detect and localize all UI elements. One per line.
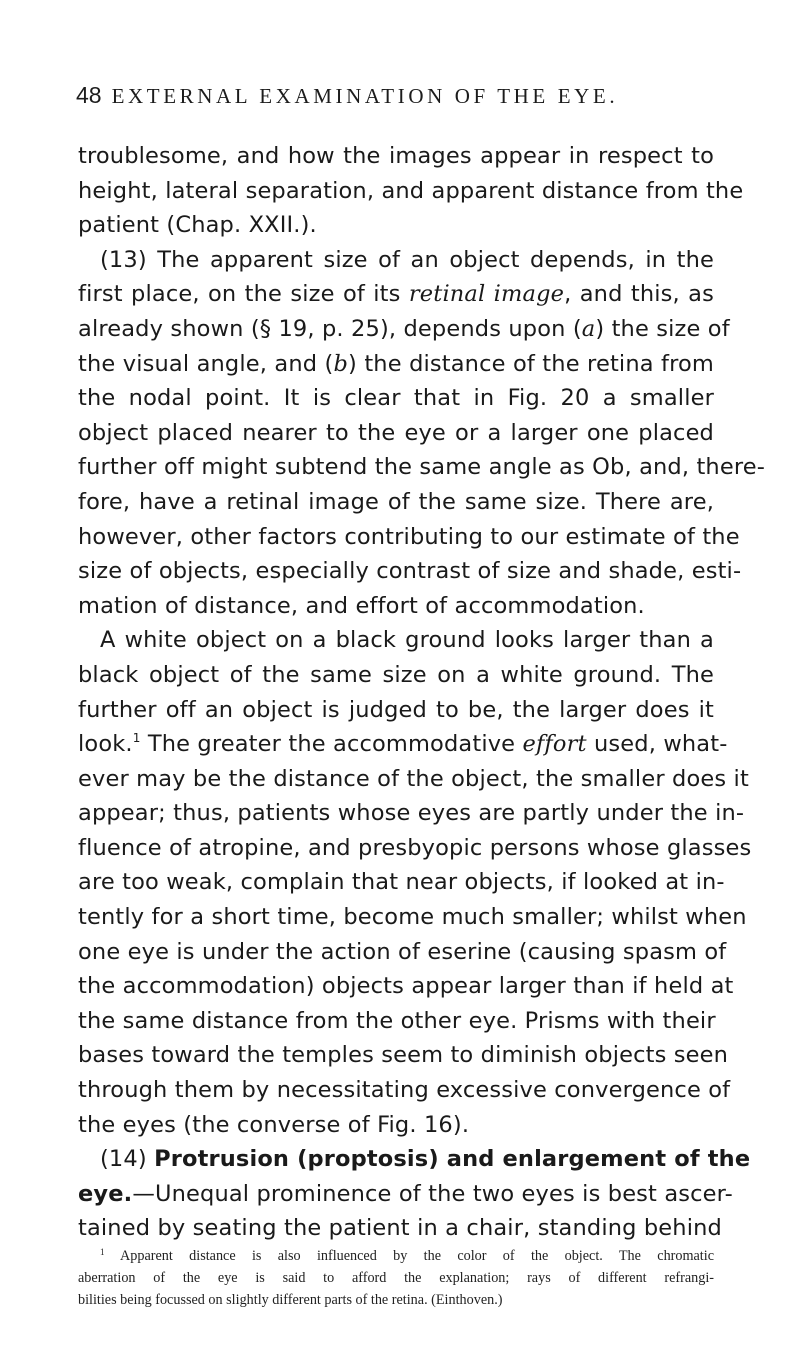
running-title: EXTERNAL EXAMINATION OF THE EYE.	[111, 84, 619, 108]
paragraph-14-start: (14) Protrusion (proptosis) and enlargement of the	[100, 1146, 751, 1173]
footnote-marker: 1	[100, 1247, 105, 1257]
text-line: first place, on the size of its retinal image, and this, as	[78, 281, 714, 308]
page-number: 48	[76, 82, 102, 108]
footnote-line: bilities being focussed on slightly different parts of the retina. (Einthoven.)	[78, 1292, 503, 1308]
text-line: already shown (§ 19, p. 25), depends upon (a) the size of	[78, 315, 730, 342]
text-line: mation of distance, and effort of accommodation.	[78, 592, 645, 619]
text-line: however, other factors contributing to our estimate of the	[78, 523, 740, 550]
text-line: height, lateral separation, and apparent distance from the	[78, 177, 744, 204]
text-line: fluence of atropine, and presbyopic persons whose glasses	[78, 834, 752, 861]
text-line: the nodal point. It is clear that in Fig. 20 a smaller	[78, 385, 714, 412]
text-line: size of objects, especially contrast of size and shade, esti-	[78, 558, 742, 585]
text-line: are too weak, complain that near objects, if looked at in-	[78, 869, 725, 896]
text-line: troublesome, and how the images appear in respect to	[78, 143, 714, 169]
text-line: patient (Chap. XXII.).	[78, 212, 317, 239]
running-head	[76, 82, 716, 109]
text-line: tained by seating the patient in a chair, standing behind	[78, 1215, 722, 1242]
text-line: the same distance from the other eye. Prisms with their	[78, 1007, 716, 1034]
text-line: through them by necessitating excessive convergence of	[78, 1077, 731, 1104]
footnote-ref: 1	[132, 731, 141, 746]
text-line: fore, have a retinal image of the same size. There are,	[78, 488, 714, 515]
text-line: black object of the same size on a white ground. The	[78, 661, 714, 688]
text-line: the eyes (the converse of Fig. 16).	[78, 1111, 470, 1138]
footnote	[78, 1245, 714, 1311]
text-line: eye.—Unequal prominence of the two eyes is best ascer-	[78, 1180, 733, 1207]
text-line: further off an object is judged to be, the larger does it	[78, 696, 714, 723]
text-line: bases toward the temples seem to diminish objects seen	[78, 1042, 729, 1069]
text-line: the accommodation) objects appear larger than if held at	[78, 973, 734, 1000]
footnote-line	[78, 1245, 714, 1267]
body-text	[78, 139, 765, 1246]
footnote-line: aberration of the eye is said to afford the explanation; rays of different refrangi-	[78, 1270, 714, 1286]
text-line-with-footnote-ref: look.$^1$ The greater the accommodative effort used, what-	[78, 731, 728, 758]
text-line: object placed nearer to the eye or a larger one placed	[78, 419, 714, 446]
text-line: ever may be the distance of the object, the smaller does it	[78, 765, 749, 792]
text-line: further off might subtend the same angle as Ob, and, there-	[78, 454, 765, 481]
paragraph-13-start: (13) The apparent size of an object depends, in the	[100, 246, 714, 273]
text-line: appear; thus, patients whose eyes are partly under the in-	[78, 800, 745, 827]
text-line: one eye is under the action of eserine (causing spasm of	[78, 938, 727, 965]
text-line: tently for a short time, become much smaller; whilst when	[78, 904, 747, 931]
text-line: the visual angle, and (b) the distance of the retina from	[78, 350, 714, 377]
footnote-text: Apparent distance is also influenced by the color of the object. The chromatic	[120, 1248, 714, 1264]
paragraph-start: A white object on a black ground looks larger than a	[100, 627, 714, 654]
